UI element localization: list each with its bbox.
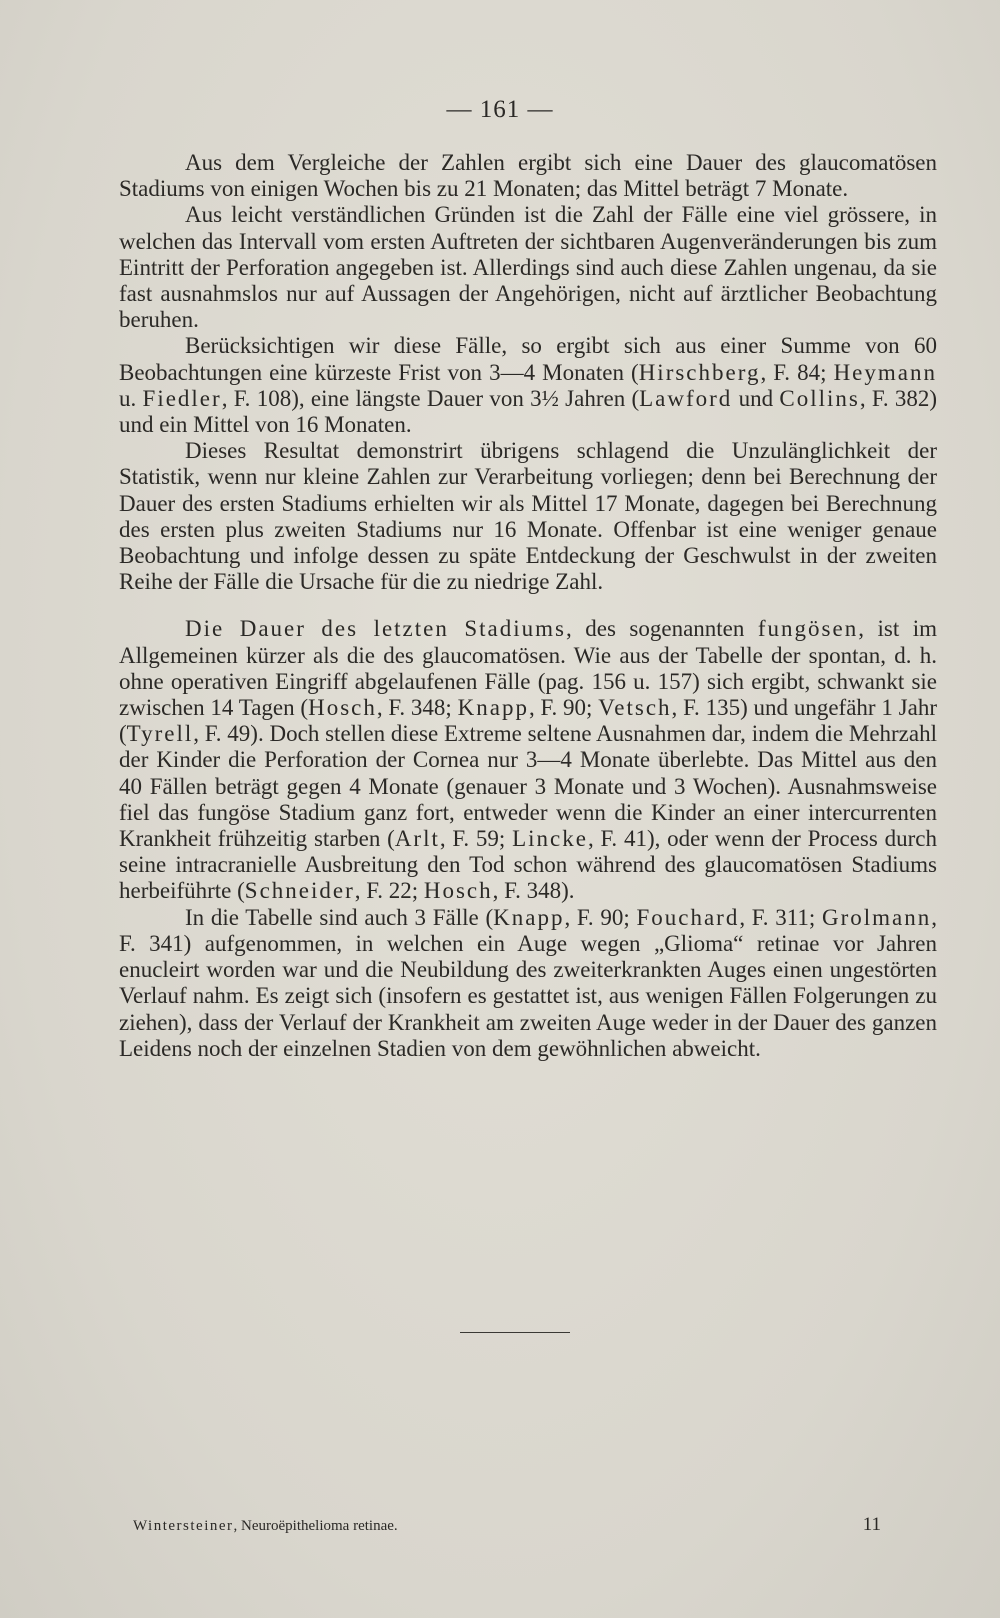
author-name: Lincke	[512, 826, 588, 852]
author-name: Hirschberg	[638, 359, 761, 385]
paragraph-5	[119, 616, 937, 904]
author-name: Arlt	[394, 826, 440, 852]
text-run: , F. 90;	[528, 695, 599, 721]
footer-title: , Neuroëpithelioma retinae.	[233, 1518, 398, 1534]
author-name: Knapp	[457, 695, 529, 721]
text-run: , F. 84;	[760, 359, 834, 385]
body-text	[119, 150, 937, 1062]
paragraph-1: Aus dem Vergleiche der Zahlen ergibt sich eine Dauer des glaucomatösen Stadiums von einigen Wochen bis zu 21 Monaten; das Mittel beträgt 7 Monate.	[119, 150, 937, 202]
text-run: , F. 311;	[739, 904, 822, 930]
author-name: Vetsch	[598, 695, 672, 721]
text-run: und	[732, 385, 780, 411]
text-run: , F. 341) aufgenommen, in welchen ein Auge wegen „Glioma“ retinae vor Jahren enucleirt worden war und die Neubildung des zweiterkrankten Auges einen ungestörten Verlauf nahm. Es zeigt sich (insofern es gestattet ist, aus wenigen Fällen Folgerungen zu ziehen), dass der Verlauf der Krankheit am zweiten Auge weder in der Dauer des ganzen Leidens noch der einzelnen Stadien von dem gewöhnlichen abweicht.	[119, 904, 937, 1061]
emphasis-text: fungösen	[757, 616, 859, 642]
text-run: , F. 108), eine längste Dauer von 3½ Jahren (	[221, 385, 640, 411]
page-number: — 161 —	[446, 96, 554, 123]
author-name: Schneider	[244, 878, 355, 904]
paragraph-3	[119, 333, 937, 438]
footer-author: Wintersteiner	[133, 1518, 234, 1534]
text-run: , F. 49). Doch stellen diese Extreme seltene Ausnahmen dar, indem die Mehrzahl der Kinder die Perforation der Cornea nur 3—4 Monate überlebte. Das Mittel aus den 40 Fällen beträgt gegen 4 Monate (genauer 3 Monate und 3 Wochen). Ausnahmsweise fiel das fungöse Stadium ganz fort, entweder wenn die Kinder an einer intercurrenten Krankheit frühzeitig starben (	[119, 721, 937, 852]
text-run: , ist im Allgemeinen kürzer als die des glaucomatösen. Wie aus der Tabelle der spontan, d. h. ohne operativen Eingriff abgelaufenen Fälle (pag. 156 u. 157) sich ergibt, schwankt sie zwischen 14 Tagen (	[119, 616, 937, 721]
sheet-number: 11	[862, 1514, 881, 1535]
author-name: Knapp	[493, 904, 565, 930]
page-footer	[133, 1514, 881, 1536]
paragraph-2: Aus leicht verständlichen Gründen ist die Zahl der Fälle eine viel grössere, in welchen das Intervall vom ersten Auftreten der sichtbaren Augenveränderungen bis zum Eintritt der Perforation angegeben ist. Allerdings sind auch diese Zahlen ungenau, da sie fast ausnahmslos nur auf Aussagen der Angehörigen, nicht auf ärztlicher Beobachtung beruhen.	[119, 202, 937, 333]
author-name: Hosch	[308, 695, 377, 721]
text-run: , F. 90;	[564, 904, 637, 930]
text-run: , F. 22;	[354, 878, 424, 904]
text-run: u.	[119, 385, 143, 411]
emphasis-text: Die Dauer des letzten Stadiums	[185, 616, 566, 642]
author-name: Heymann	[833, 359, 937, 385]
section-divider	[460, 1332, 570, 1333]
author-name: Lawford	[639, 385, 733, 411]
text-run: , des sogenannten	[566, 616, 758, 642]
author-name: Hosch	[423, 878, 493, 904]
text-run: , F. 348).	[492, 878, 575, 904]
text-run: In die Tabelle sind auch 3 Fälle (	[185, 904, 494, 930]
text-run: , F. 59;	[439, 826, 513, 852]
author-name: Collins	[779, 385, 860, 411]
author-name: Grolmann	[821, 904, 932, 930]
author-name: Fiedler	[142, 385, 222, 411]
paragraph-6	[119, 905, 937, 1062]
text-run: , F. 41), oder wenn der Process durch seine intracranielle Ausbreitung den Tod schon während des glaucomatösen Stadiums herbeiführte (	[119, 826, 937, 904]
text-run: Berücksichtigen wir diese Fälle, so ergibt sich aus einer Summe von 60 Beobachtungen eine kürzeste Frist von 3—4 Monaten (	[119, 333, 937, 385]
author-name: Fouchard	[636, 904, 740, 930]
author-name: Tyrell	[126, 721, 194, 747]
paragraph-4: Dieses Resultat demonstrirt übrigens schlagend die Unzulänglichkeit der Statistik, wenn nur kleine Zahlen zur Verarbeitung vorliegen; denn bei Berechnung der Dauer des ersten Stadiums erhielten wir als Mittel 17 Monate, dagegen bei Berechnung des ersten plus zweiten Stadiums nur 16 Monate. Offenbar ist eine weniger genaue Beobachtung und infolge dessen zu späte Entdeckung der Geschwulst in der zweiten Reihe der Fälle die Ursache für die zu niedrige Zahl.	[119, 438, 937, 595]
text-run: , F. 348;	[376, 695, 458, 721]
text-run: , F. 135) und ungefähr 1 Jahr (	[119, 695, 938, 747]
text-run: , F. 382) und ein Mittel von 16 Monaten.	[119, 385, 938, 438]
running-footer	[133, 1518, 398, 1535]
